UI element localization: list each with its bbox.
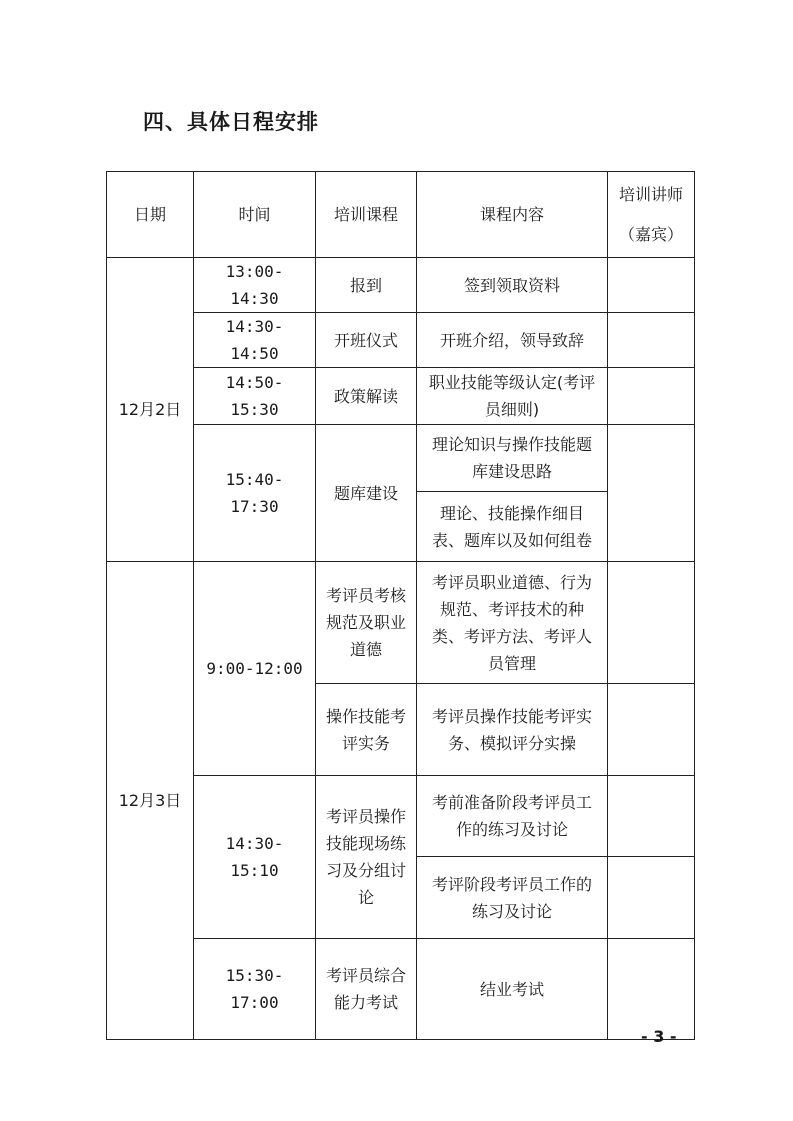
- header-lecturer: 培训讲师（嘉宾）: [608, 172, 695, 258]
- lecturer-cell: [608, 857, 695, 939]
- table-row: [107, 939, 695, 1040]
- date-cell: 12月3日: [107, 562, 194, 1040]
- lecturer-cell: [608, 258, 695, 313]
- table-row: [107, 562, 695, 684]
- header-course: 培训课程: [316, 172, 417, 258]
- lecturer-cell: [608, 776, 695, 857]
- content-cell: 开班介绍，领导致辞: [417, 313, 608, 368]
- course-cell: 考评员考核规范及职业道德: [316, 562, 417, 684]
- table-row: [107, 368, 695, 425]
- table-header-row: [107, 172, 695, 258]
- time-cell: 14:50-15:30: [194, 368, 316, 425]
- table-row: [107, 425, 695, 492]
- schedule-table: [106, 171, 695, 1040]
- time-cell: 14:30-14:50: [194, 313, 316, 368]
- lecturer-cell: [608, 939, 695, 1040]
- content-cell: 理论、技能操作细目表、题库以及如何组卷: [417, 492, 608, 562]
- page-number: - 3 -: [641, 1027, 677, 1046]
- course-cell: 考评员操作技能现场练习及分组讨论: [316, 776, 417, 939]
- time-cell: 13:00-14:30: [194, 258, 316, 313]
- lecturer-cell: [608, 313, 695, 368]
- header-date: 日期: [107, 172, 194, 258]
- course-cell: 开班仪式: [316, 313, 417, 368]
- content-cell: 考前准备阶段考评员工作的练习及讨论: [417, 776, 608, 857]
- lecturer-cell: [608, 425, 695, 562]
- time-cell: 14:30-15:10: [194, 776, 316, 939]
- header-time: 时间: [194, 172, 316, 258]
- content-cell: 结业考试: [417, 939, 608, 1040]
- content-cell: 理论知识与操作技能题库建设思路: [417, 425, 608, 492]
- lecturer-cell: [608, 562, 695, 684]
- course-cell: 报到: [316, 258, 417, 313]
- content-cell: 考评员职业道德、行为规范、考评技术的种类、考评方法、考评人员管理: [417, 562, 608, 684]
- lecturer-cell: [608, 368, 695, 425]
- time-cell: 15:40-17:30: [194, 425, 316, 562]
- table-row: [107, 258, 695, 313]
- time-cell: 9:00-12:00: [194, 562, 316, 776]
- time-cell: 15:30-17:00: [194, 939, 316, 1040]
- table-row: [107, 776, 695, 857]
- table-row: [107, 313, 695, 368]
- lecturer-cell: [608, 684, 695, 776]
- course-cell: 操作技能考评实务: [316, 684, 417, 776]
- content-cell: 考评阶段考评员工作的练习及讨论: [417, 857, 608, 939]
- date-cell: 12月2日: [107, 258, 194, 562]
- header-content: 课程内容: [417, 172, 608, 258]
- content-cell: 职业技能等级认定(考评员细则): [417, 368, 608, 425]
- course-cell: 题库建设: [316, 425, 417, 562]
- content-cell: 签到领取资料: [417, 258, 608, 313]
- section-heading: 四、具体日程安排: [143, 110, 319, 134]
- course-cell: 考评员综合能力考试: [316, 939, 417, 1040]
- content-cell: 考评员操作技能考评实务、模拟评分实操: [417, 684, 608, 776]
- course-cell: 政策解读: [316, 368, 417, 425]
